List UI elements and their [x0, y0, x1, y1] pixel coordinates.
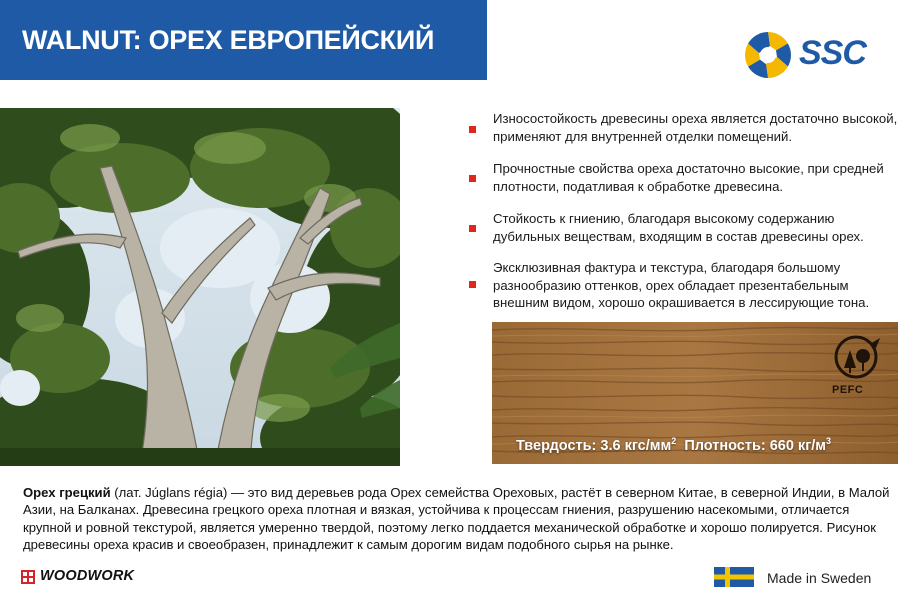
- ssc-aperture-icon: [743, 30, 793, 80]
- page-title: WALNUT: ОРЕХ ЕВРОПЕЙСКИЙ: [22, 25, 435, 55]
- hardness-unit-exponent: 2: [671, 436, 677, 446]
- wood-sample-image: [492, 322, 898, 464]
- bullet-marker-icon: [469, 281, 476, 288]
- density-unit-exponent: 3: [826, 436, 832, 446]
- bullet-text: Износостойкость древесины ореха является достаточно высокой, применяют для внутренней отделки помещений.: [493, 111, 898, 144]
- walnut-tree-photo: [0, 108, 400, 466]
- pefc-trees-icon: [830, 334, 884, 384]
- pefc-label: PEFC: [832, 384, 864, 396]
- walnut-description: [23, 484, 891, 553]
- ssc-logo: [743, 30, 873, 80]
- ssc-logo-text: SSC: [799, 34, 866, 72]
- bullet-text: Стойкость к гниению, благодаря высокому содержанию дубильных веществам, входящим в состав древесины орех.: [493, 211, 864, 244]
- bullet-marker-icon: [469, 126, 476, 133]
- bullet-marker-icon: [469, 225, 476, 232]
- bullet-text: Прочностные свойства ореха достаточно высокие, при средней плотности, податливая к обработке древесина.: [493, 161, 884, 194]
- description-term: Орех грецкий: [23, 485, 111, 500]
- title-banner: [0, 0, 487, 80]
- woodwork-brand-text: WOODWORK: [40, 568, 135, 584]
- bullet-text: Эксклюзивная фактура и текстура, благодаря большому разнообразию оттенков, орех обладает презентабельным внешним видом, хорошо окрашивается в лессирующие тона.: [493, 260, 870, 310]
- bullet-marker-icon: [469, 175, 476, 182]
- swedish-flag-icon: [714, 567, 754, 587]
- description-body: (лат. Júglans régia) — это вид деревьев рода Орех семейства Ореховых, растёт в северном Китае, в северной Индии, в Малой Азии, на Балканах. Древесина грецкого ореха плотная и вязкая, устойчива к процессам гниения, разрушению насекомыми, отличается крупной и ровной текстурой, является умеренно твердой, поэтому легко поддается механической обработке и хорошо полируется. Рисунок древесины ореха красив и своеобразен, принадлежит к самым дорогим видам подобного сырья на рынке.: [23, 485, 890, 552]
- pefc-certification-logo: [830, 334, 884, 404]
- woodwork-grid-icon: [21, 570, 35, 584]
- density-value: Плотность: 660 кг/м: [684, 437, 826, 454]
- made-in-sweden-label: Made in Sweden: [767, 570, 872, 586]
- wood-properties-caption: [516, 436, 831, 454]
- hardness-value: Твердость: 3.6 кгс/мм: [516, 437, 672, 454]
